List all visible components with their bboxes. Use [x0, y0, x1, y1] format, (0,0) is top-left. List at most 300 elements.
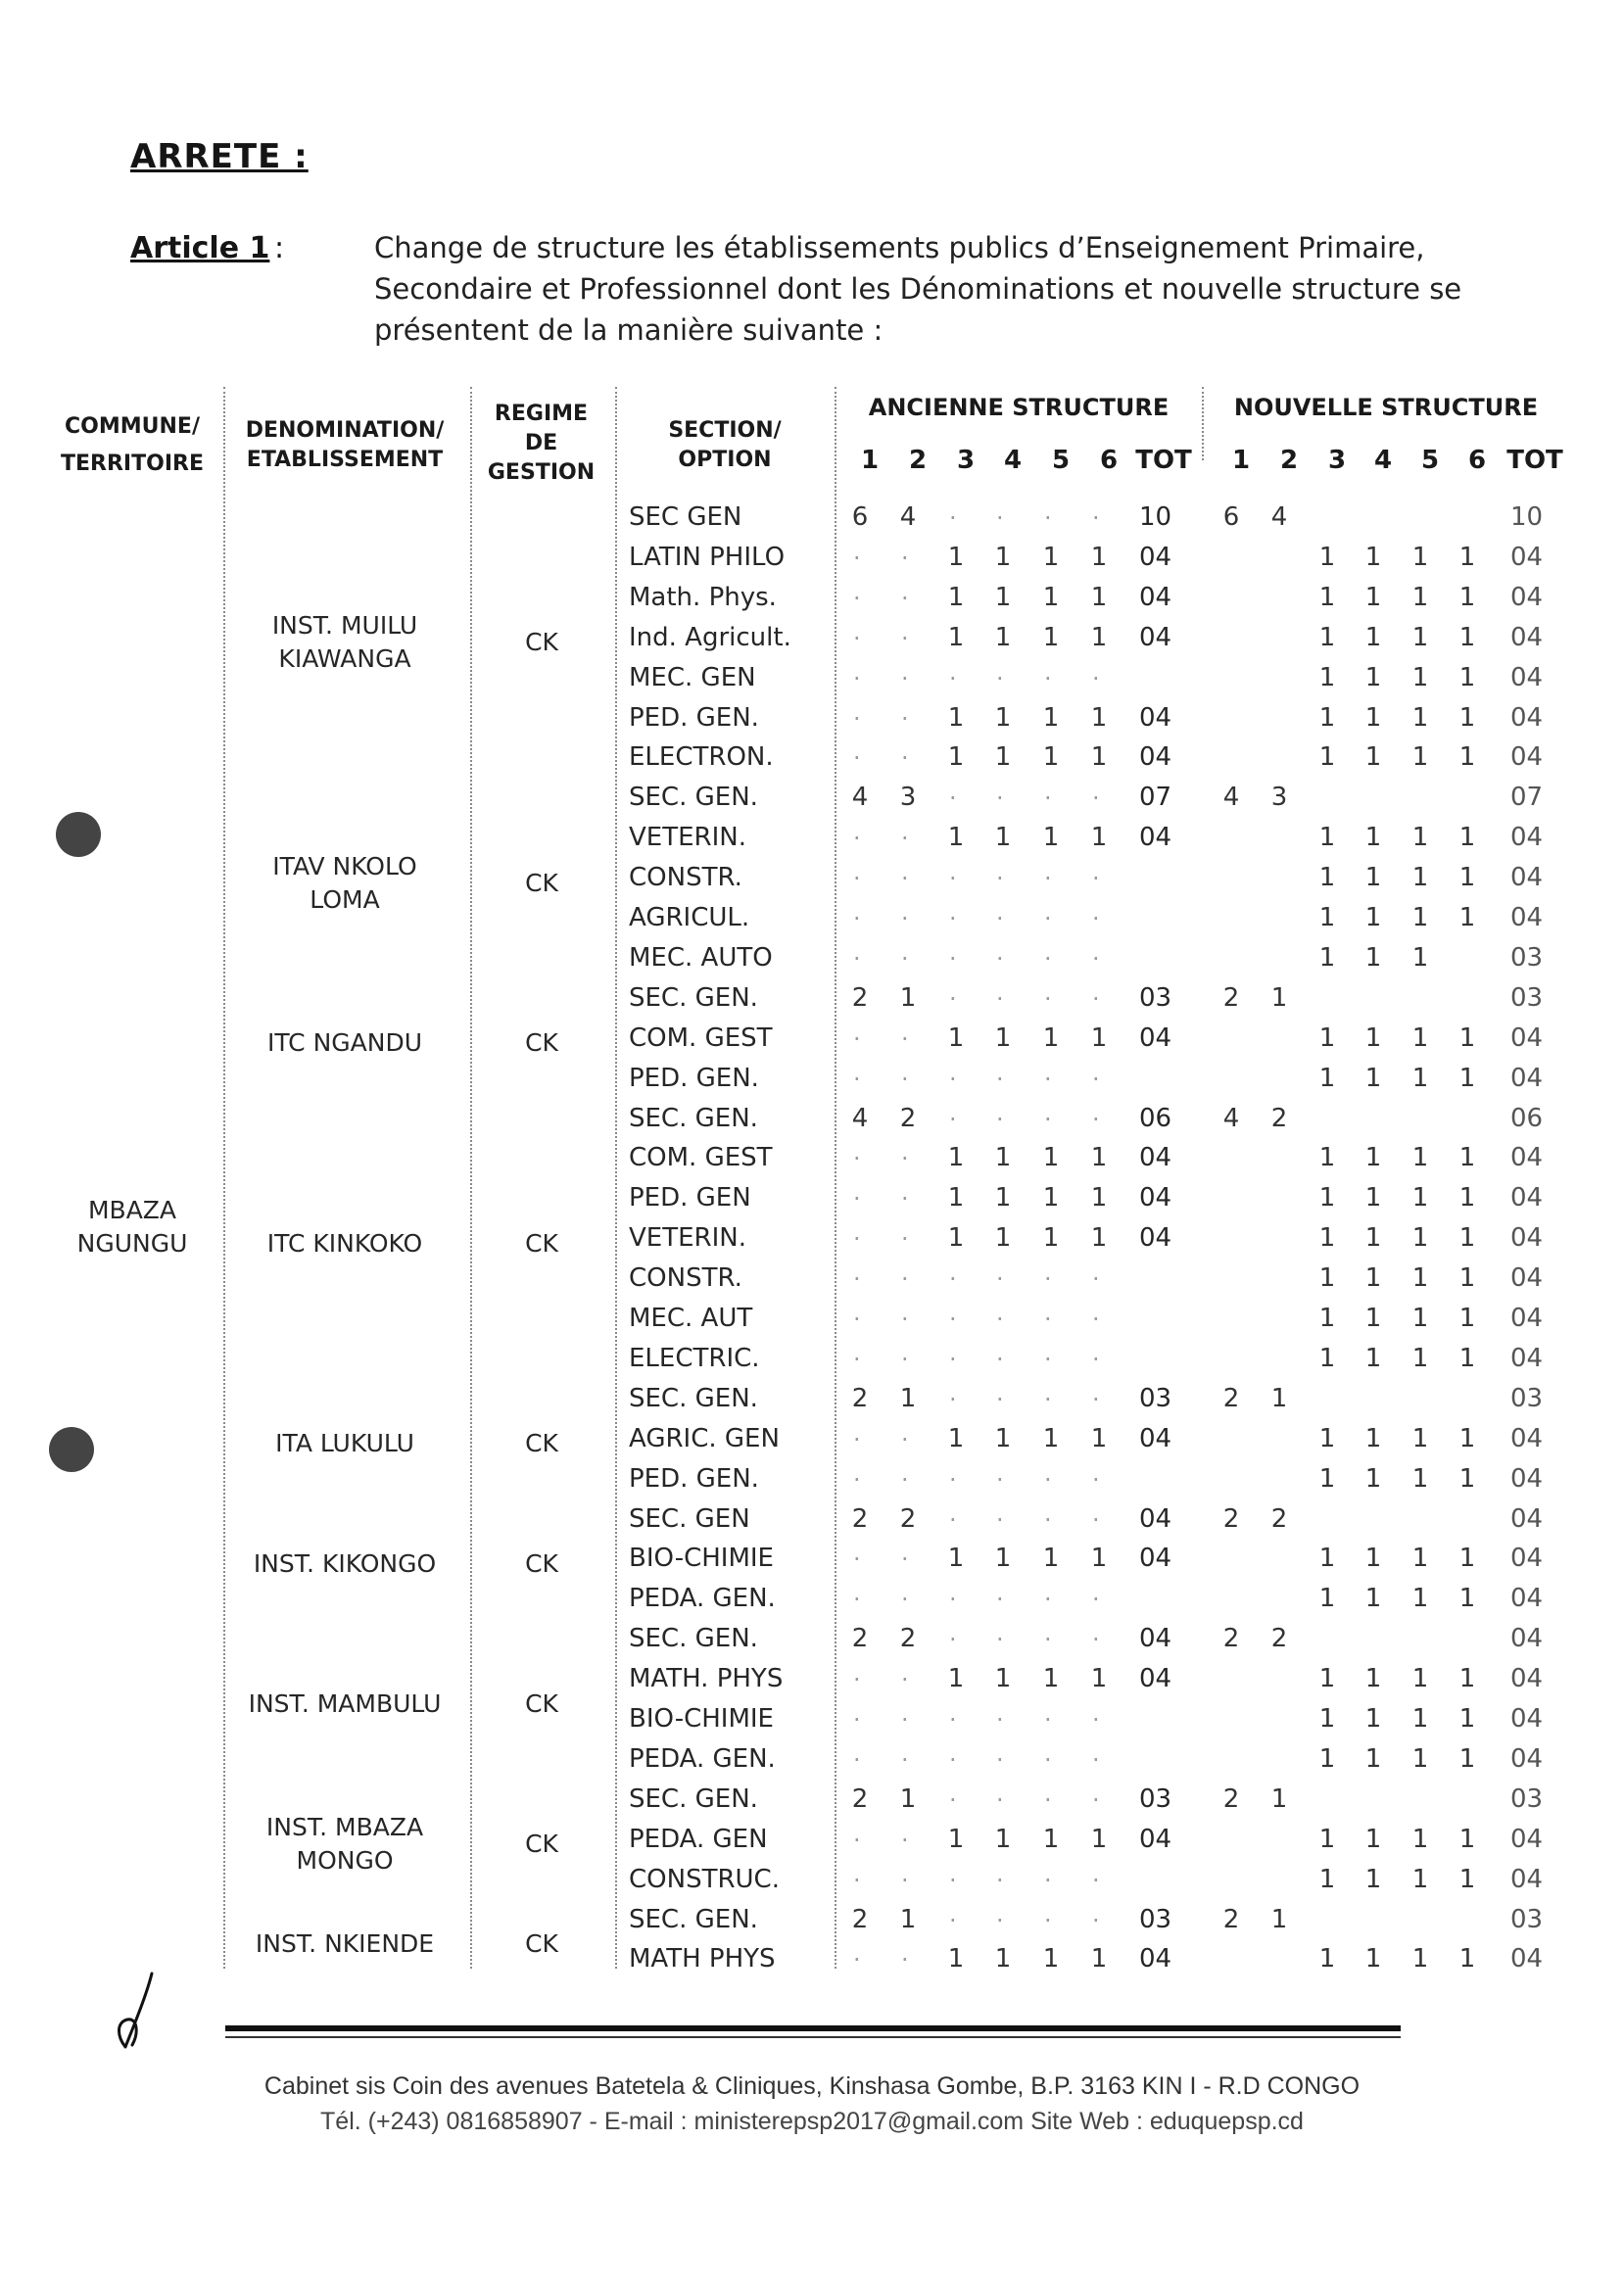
old-value-cell: 1	[1090, 1023, 1108, 1053]
old-total-cell: 03	[1139, 1784, 1172, 1814]
old-empty-mark: ·	[853, 1586, 861, 1614]
new-value-cell: 1	[1318, 1584, 1336, 1614]
old-empty-mark: ·	[1044, 1906, 1052, 1934]
column-separator	[470, 387, 472, 1969]
new-value-cell: 1	[1364, 942, 1382, 973]
new-value-cell: 1	[1411, 1304, 1429, 1333]
new-value-cell: 1	[1411, 542, 1429, 572]
school-name: ITA LUKULU	[275, 1429, 414, 1458]
old-empty-mark: ·	[853, 1666, 861, 1694]
new-value-cell: 1	[1458, 1304, 1476, 1333]
old-empty-mark: ·	[1092, 1306, 1100, 1333]
regime-cell: CK	[525, 868, 558, 897]
old-value-cell: 1	[899, 982, 917, 1013]
old-value-cell: 1	[1042, 1824, 1060, 1854]
new-value-cell: 1	[1318, 662, 1336, 692]
new-total-cell: 04	[1510, 1183, 1544, 1213]
old-empty-mark: ·	[901, 584, 909, 612]
old-empty-mark: ·	[949, 1345, 957, 1373]
old-value-cell: 1	[1042, 1183, 1060, 1213]
new-value-cell: 1	[1364, 542, 1382, 572]
old-empty-mark: ·	[996, 1626, 1004, 1654]
new-value-cell: 1	[1411, 1704, 1429, 1734]
option-cell: CONSTR.	[629, 1263, 742, 1294]
old-value-cell: 1	[1090, 702, 1108, 733]
old-value-cell: 2	[851, 982, 869, 1013]
new-value-cell: 2	[1270, 1103, 1288, 1133]
old-empty-mark: ·	[949, 1906, 957, 1934]
new-col-header-3: 3	[1327, 446, 1347, 475]
new-value-cell: 1	[1458, 582, 1476, 612]
old-value-cell: 1	[947, 1423, 965, 1453]
old-empty-mark: ·	[1092, 1505, 1100, 1534]
old-empty-mark: ·	[1044, 1745, 1052, 1774]
old-empty-mark: ·	[1092, 1105, 1100, 1133]
old-value-cell: 1	[994, 1183, 1012, 1213]
old-empty-mark: ·	[853, 1946, 861, 1974]
old-value-cell: 1	[994, 702, 1012, 733]
old-col-header-1: 1	[860, 446, 880, 475]
option-cell: PED. GEN.	[629, 702, 759, 733]
regime-cell: CK	[525, 628, 558, 657]
new-value-cell: 2	[1222, 1784, 1240, 1814]
new-total-cell: 04	[1510, 1824, 1544, 1854]
old-empty-mark: ·	[1044, 504, 1052, 532]
old-value-cell: 1	[994, 1824, 1012, 1854]
new-value-cell: 1	[1270, 982, 1288, 1013]
old-empty-mark: ·	[996, 984, 1004, 1013]
new-value-cell: 1	[1411, 1423, 1429, 1453]
old-empty-mark: ·	[901, 1345, 909, 1373]
new-total-cell: 04	[1510, 1304, 1544, 1333]
new-value-cell: 1	[1458, 1023, 1476, 1053]
new-total-cell: 04	[1510, 1063, 1544, 1093]
old-empty-mark: ·	[1092, 865, 1100, 893]
new-value-cell: 1	[1318, 1343, 1336, 1373]
option-cell: CONSTR.	[629, 863, 742, 893]
old-empty-mark: ·	[853, 1465, 861, 1494]
new-value-cell: 1	[1411, 1664, 1429, 1694]
old-value-cell: 1	[994, 582, 1012, 612]
old-value-cell: 1	[1090, 622, 1108, 652]
old-empty-mark: ·	[949, 1706, 957, 1734]
new-total-cell: 04	[1510, 1423, 1544, 1453]
old-empty-mark: ·	[949, 1626, 957, 1654]
old-empty-mark: ·	[1092, 1626, 1100, 1654]
old-value-cell: 1	[899, 1904, 917, 1934]
new-value-cell: 1	[1411, 823, 1429, 853]
old-value-cell: 1	[1042, 1944, 1060, 1974]
old-empty-mark: ·	[996, 1265, 1004, 1294]
old-col-header-tot: TOT	[1135, 446, 1192, 475]
old-value-cell: 1	[1042, 1023, 1060, 1053]
old-empty-mark: ·	[1092, 504, 1100, 532]
old-empty-mark: ·	[949, 984, 957, 1013]
old-total-cell: 04	[1139, 1824, 1172, 1854]
new-total-cell: 04	[1510, 1944, 1544, 1974]
new-value-cell: 4	[1270, 502, 1288, 532]
school-name: ITC NGANDU	[266, 1028, 422, 1058]
old-empty-mark: ·	[996, 1345, 1004, 1373]
old-value-cell: 1	[947, 1183, 965, 1213]
new-value-cell: 1	[1458, 1704, 1476, 1734]
new-value-cell: 1	[1364, 1063, 1382, 1093]
new-value-cell: 1	[1411, 1944, 1429, 1974]
new-total-cell: 04	[1510, 662, 1544, 692]
old-total-cell: 04	[1139, 1423, 1172, 1453]
old-empty-mark: ·	[996, 1586, 1004, 1614]
old-value-cell: 4	[851, 783, 869, 813]
new-total-cell: 04	[1510, 742, 1544, 773]
old-empty-mark: ·	[1044, 1105, 1052, 1133]
old-value-cell: 1	[994, 1143, 1012, 1173]
new-value-cell: 1	[1458, 542, 1476, 572]
old-empty-mark: ·	[901, 1586, 909, 1614]
old-empty-mark: ·	[901, 664, 909, 692]
regime-cell: CK	[525, 1429, 558, 1458]
old-value-cell: 1	[1090, 823, 1108, 853]
new-value-cell: 1	[1364, 622, 1382, 652]
new-total-cell: 03	[1510, 1784, 1544, 1814]
old-value-cell: 1	[1090, 1183, 1108, 1213]
old-empty-mark: ·	[1044, 1626, 1052, 1654]
old-value-cell: 1	[1042, 742, 1060, 773]
footer-contact: Tél. (+243) 0816858907 - E-mail : ministerepsp2017@gmail.com Site Web : eduquepsp.cd	[320, 2108, 1304, 2135]
old-empty-mark: ·	[949, 1505, 957, 1534]
old-empty-mark: ·	[901, 1306, 909, 1333]
new-value-cell: 1	[1411, 1023, 1429, 1053]
old-empty-mark: ·	[949, 1745, 957, 1774]
new-total-cell: 10	[1510, 502, 1544, 532]
old-empty-mark: ·	[996, 1385, 1004, 1413]
old-total-cell: 04	[1139, 1664, 1172, 1694]
new-total-cell: 04	[1510, 1624, 1544, 1654]
old-empty-mark: ·	[949, 905, 957, 932]
old-empty-mark: ·	[901, 1065, 909, 1093]
new-value-cell: 1	[1364, 1824, 1382, 1854]
column-separator	[615, 387, 617, 1969]
old-empty-mark: ·	[996, 865, 1004, 893]
option-cell: MEC. GEN	[629, 662, 756, 692]
old-empty-mark: ·	[901, 865, 909, 893]
old-value-cell: 1	[947, 1223, 965, 1254]
new-value-cell: 1	[1458, 622, 1476, 652]
new-value-cell: 1	[1318, 1664, 1336, 1694]
school-name: ITAV NKOLO LOMA	[272, 851, 417, 914]
new-value-cell: 1	[1458, 1143, 1476, 1173]
option-cell: SEC. GEN.	[629, 1103, 758, 1133]
old-empty-mark: ·	[1044, 1706, 1052, 1734]
old-value-cell: 1	[1090, 1664, 1108, 1694]
new-value-cell: 1	[1458, 1463, 1476, 1494]
school-name: INST. MBAZA MONGO	[265, 1813, 424, 1876]
new-value-cell: 1	[1458, 1664, 1476, 1694]
option-cell: SEC. GEN.	[629, 1784, 758, 1814]
new-total-cell: 04	[1510, 1463, 1544, 1494]
new-value-cell: 1	[1270, 1383, 1288, 1413]
old-empty-mark: ·	[901, 1946, 909, 1974]
old-total-cell: 04	[1139, 1143, 1172, 1173]
new-value-cell: 1	[1458, 1824, 1476, 1854]
option-cell: PED. GEN	[629, 1183, 751, 1213]
old-empty-mark: ·	[949, 664, 957, 692]
old-empty-mark: ·	[1044, 1465, 1052, 1494]
old-value-cell: 1	[994, 622, 1012, 652]
old-empty-mark: ·	[996, 504, 1004, 532]
old-total-cell: 04	[1139, 823, 1172, 853]
new-value-cell: 1	[1458, 1423, 1476, 1453]
new-value-cell: 1	[1318, 1824, 1336, 1854]
option-cell: SEC. GEN.	[629, 1383, 758, 1413]
old-empty-mark: ·	[996, 1745, 1004, 1774]
new-value-cell: 1	[1411, 1263, 1429, 1294]
old-empty-mark: ·	[853, 1745, 861, 1774]
new-value-cell: 1	[1364, 742, 1382, 773]
new-value-cell: 1	[1318, 823, 1336, 853]
school-name: INST. MAMBULU	[248, 1689, 442, 1718]
new-value-cell: 1	[1458, 1544, 1476, 1574]
old-empty-mark: ·	[853, 944, 861, 973]
old-empty-mark: ·	[901, 905, 909, 932]
old-value-cell: 1	[1090, 1824, 1108, 1854]
old-empty-mark: ·	[996, 944, 1004, 973]
old-empty-mark: ·	[949, 1265, 957, 1294]
new-value-cell: 1	[1364, 1143, 1382, 1173]
new-total-cell: 04	[1510, 1223, 1544, 1254]
old-empty-mark: ·	[996, 1785, 1004, 1814]
old-total-cell: 03	[1139, 1383, 1172, 1413]
old-empty-mark: ·	[949, 1866, 957, 1894]
new-value-cell: 1	[1411, 702, 1429, 733]
new-total-cell: 04	[1510, 1343, 1544, 1373]
old-value-cell: 3	[899, 783, 917, 813]
old-value-cell: 1	[1042, 1223, 1060, 1254]
old-empty-mark: ·	[853, 1306, 861, 1333]
old-col-header-5: 5	[1051, 446, 1071, 475]
new-value-cell: 1	[1364, 1584, 1382, 1614]
old-value-cell: 4	[851, 1103, 869, 1133]
option-cell: PEDA. GEN.	[629, 1743, 776, 1774]
old-value-cell: 1	[947, 1944, 965, 1974]
new-value-cell: 1	[1364, 903, 1382, 932]
old-empty-mark: ·	[996, 1866, 1004, 1894]
old-empty-mark: ·	[949, 1105, 957, 1133]
old-value-cell: 1	[1042, 1423, 1060, 1453]
old-value-cell: 2	[899, 1103, 917, 1133]
old-empty-mark: ·	[1044, 1306, 1052, 1333]
new-value-cell: 1	[1318, 942, 1336, 973]
new-value-cell: 1	[1411, 903, 1429, 932]
option-cell: SEC GEN	[629, 502, 742, 532]
new-value-cell: 1	[1318, 702, 1336, 733]
old-empty-mark: ·	[853, 1425, 861, 1453]
old-empty-mark: ·	[1044, 1866, 1052, 1894]
new-value-cell: 1	[1364, 1223, 1382, 1254]
old-empty-mark: ·	[949, 1065, 957, 1093]
new-value-cell: 1	[1364, 1023, 1382, 1053]
school-name: INST. NKIENDE	[255, 1929, 435, 1959]
column-separator	[223, 387, 225, 1969]
new-total-cell: 04	[1510, 823, 1544, 853]
old-value-cell: 1	[947, 823, 965, 853]
old-value-cell: 1	[947, 542, 965, 572]
old-value-cell: 1	[1042, 622, 1060, 652]
new-value-cell: 1	[1270, 1784, 1288, 1814]
old-value-cell: 1	[947, 1143, 965, 1173]
old-value-cell: 1	[1090, 542, 1108, 572]
old-empty-mark: ·	[901, 1465, 909, 1494]
old-empty-mark: ·	[1044, 1785, 1052, 1814]
old-value-cell: 1	[1090, 742, 1108, 773]
old-value-cell: 1	[994, 1423, 1012, 1453]
old-total-cell: 04	[1139, 1223, 1172, 1254]
old-empty-mark: ·	[1092, 1265, 1100, 1294]
old-value-cell: 1	[1090, 582, 1108, 612]
new-value-cell: 2	[1270, 1503, 1288, 1534]
old-value-cell: 1	[1090, 1544, 1108, 1574]
new-col-header-6: 6	[1467, 446, 1487, 475]
old-value-cell: 1	[1090, 1944, 1108, 1974]
new-value-cell: 1	[1364, 863, 1382, 893]
old-value-cell: 1	[1042, 1664, 1060, 1694]
new-value-cell: 1	[1411, 1183, 1429, 1213]
regime-cell: CK	[525, 1689, 558, 1718]
new-value-cell: 1	[1364, 1423, 1382, 1453]
old-empty-mark: ·	[853, 1145, 861, 1173]
school-name: INST. MUILU KIAWANGA	[271, 611, 418, 674]
old-empty-mark: ·	[901, 1706, 909, 1734]
new-value-cell: 1	[1364, 662, 1382, 692]
old-empty-mark: ·	[996, 1465, 1004, 1494]
old-total-cell: 04	[1139, 1624, 1172, 1654]
old-empty-mark: ·	[1092, 1706, 1100, 1734]
new-value-cell: 1	[1364, 1463, 1382, 1494]
old-empty-mark: ·	[996, 785, 1004, 813]
old-empty-mark: ·	[901, 1745, 909, 1774]
new-total-cell: 04	[1510, 1864, 1544, 1894]
old-value-cell: 1	[1042, 823, 1060, 853]
old-empty-mark: ·	[1092, 1785, 1100, 1814]
old-empty-mark: ·	[853, 544, 861, 572]
new-value-cell: 1	[1411, 1343, 1429, 1373]
old-empty-mark: ·	[853, 584, 861, 612]
new-value-cell: 1	[1458, 702, 1476, 733]
old-empty-mark: ·	[853, 905, 861, 932]
new-value-cell: 1	[1364, 1183, 1382, 1213]
old-value-cell: 1	[994, 1223, 1012, 1254]
old-empty-mark: ·	[1092, 1345, 1100, 1373]
old-empty-mark: ·	[1092, 1866, 1100, 1894]
old-empty-mark: ·	[996, 1906, 1004, 1934]
option-cell: MEC. AUTO	[629, 942, 773, 973]
old-empty-mark: ·	[1092, 984, 1100, 1013]
old-value-cell: 1	[947, 1023, 965, 1053]
header-regime: REGIME DE GESTION	[487, 402, 596, 485]
new-total-cell: 03	[1510, 1904, 1544, 1934]
old-value-cell: 1	[994, 1544, 1012, 1574]
new-value-cell: 1	[1318, 1864, 1336, 1894]
new-value-cell: 1	[1458, 1743, 1476, 1774]
old-value-cell: 1	[994, 1944, 1012, 1974]
old-total-cell: 03	[1139, 982, 1172, 1013]
new-value-cell: 1	[1270, 1904, 1288, 1934]
new-value-cell: 1	[1364, 1343, 1382, 1373]
old-value-cell: 2	[851, 1624, 869, 1654]
new-value-cell: 1	[1318, 582, 1336, 612]
new-value-cell: 1	[1364, 1304, 1382, 1333]
option-cell: SEC. GEN.	[629, 783, 758, 813]
new-value-cell: 1	[1458, 1223, 1476, 1254]
old-col-header-3: 3	[956, 446, 976, 475]
old-empty-mark: ·	[1092, 1586, 1100, 1614]
old-empty-mark: ·	[949, 1306, 957, 1333]
option-cell: AGRIC. GEN	[629, 1423, 780, 1453]
old-empty-mark: ·	[1092, 1906, 1100, 1934]
old-value-cell: 4	[899, 502, 917, 532]
old-value-cell: 2	[899, 1503, 917, 1534]
new-value-cell: 1	[1411, 1544, 1429, 1574]
new-value-cell: 1	[1458, 1944, 1476, 1974]
option-cell: MATH. PHYS	[629, 1664, 784, 1694]
regime-cell: CK	[525, 1830, 558, 1859]
new-value-cell: 1	[1364, 1944, 1382, 1974]
old-empty-mark: ·	[949, 785, 957, 813]
new-value-cell: 1	[1364, 823, 1382, 853]
old-empty-mark: ·	[901, 704, 909, 733]
old-empty-mark: ·	[901, 544, 909, 572]
new-value-cell: 1	[1458, 742, 1476, 773]
new-value-cell: 2	[1222, 1624, 1240, 1654]
new-value-cell: 1	[1364, 1743, 1382, 1774]
old-total-cell: 04	[1139, 622, 1172, 652]
new-col-header-tot: TOT	[1506, 446, 1563, 475]
old-value-cell: 1	[899, 1784, 917, 1814]
old-value-cell: 1	[1090, 1143, 1108, 1173]
column-separator	[835, 387, 836, 1969]
old-value-cell: 1	[947, 1824, 965, 1854]
option-cell: VETERIN.	[629, 1223, 746, 1254]
new-total-cell: 04	[1510, 542, 1544, 572]
article-label: Article 1	[130, 231, 270, 265]
old-empty-mark: ·	[949, 1785, 957, 1814]
old-empty-mark: ·	[1044, 984, 1052, 1013]
old-total-cell: 04	[1139, 1944, 1172, 1974]
new-value-cell: 1	[1411, 1864, 1429, 1894]
option-cell: LATIN PHILO	[629, 542, 786, 572]
new-value-cell: 1	[1318, 622, 1336, 652]
old-empty-mark: ·	[949, 504, 957, 532]
new-value-cell: 1	[1458, 1263, 1476, 1294]
new-total-cell: 04	[1510, 1263, 1544, 1294]
new-value-cell: 1	[1318, 863, 1336, 893]
new-value-cell: 1	[1318, 1023, 1336, 1053]
column-separator	[1202, 387, 1204, 460]
new-total-cell: 04	[1510, 863, 1544, 893]
old-empty-mark: ·	[996, 1505, 1004, 1534]
new-value-cell: 1	[1411, 1463, 1429, 1494]
old-empty-mark: ·	[949, 944, 957, 973]
old-value-cell: 1	[994, 823, 1012, 853]
new-value-cell: 4	[1222, 783, 1240, 813]
new-value-cell: 2	[1222, 1503, 1240, 1534]
old-col-header-4: 4	[1003, 446, 1023, 475]
header-commune: COMMUNE/ TERRITOIRE	[61, 414, 204, 476]
old-empty-mark: ·	[853, 1225, 861, 1254]
new-value-cell: 4	[1222, 1103, 1240, 1133]
old-empty-mark: ·	[1092, 1065, 1100, 1093]
header-section: SECTION/ OPTION	[668, 418, 782, 472]
option-cell: MEC. AUT	[629, 1304, 753, 1333]
